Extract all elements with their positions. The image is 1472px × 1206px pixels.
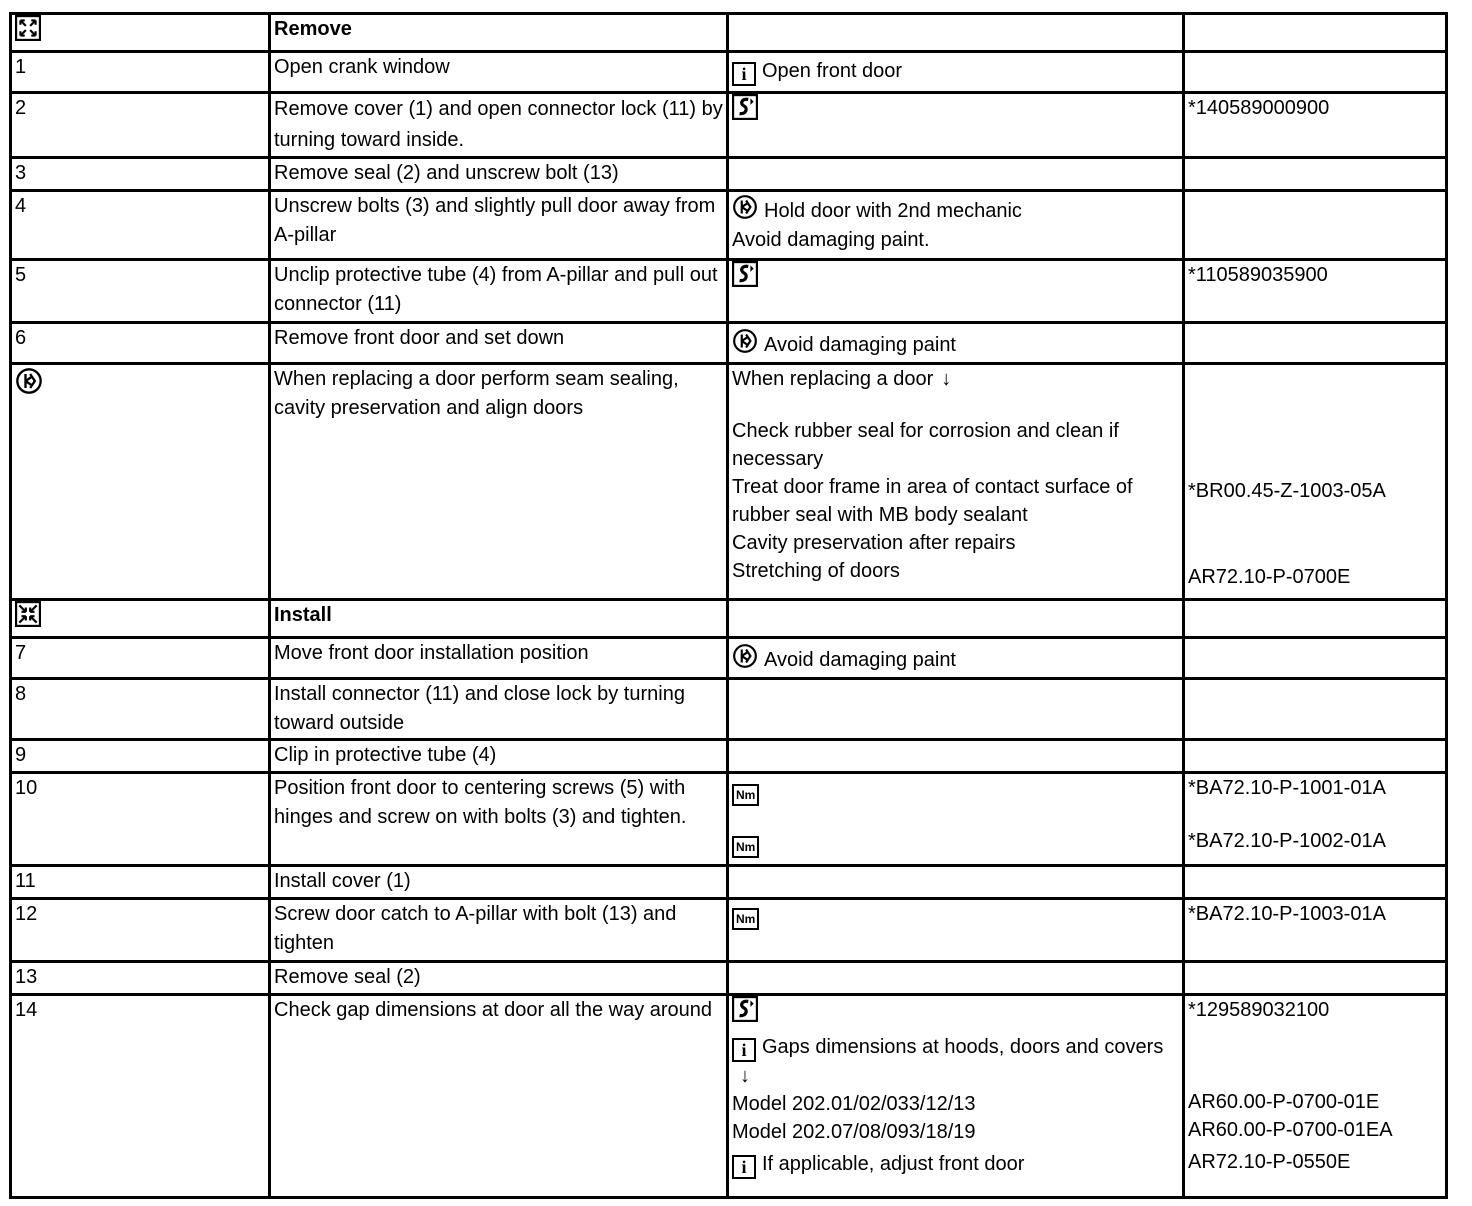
table-row <box>11 866 1447 899</box>
step-text: Unclip protective tube (4) from A-pillar and pull out connector (11) <box>270 260 728 323</box>
arrow-down-icon: ↓ <box>740 1065 750 1087</box>
remove-icon-cell <box>11 14 270 52</box>
step-number: 14 <box>11 995 270 1198</box>
install-icon-cell <box>11 600 270 638</box>
step-note: Hold door with 2nd mechanic Avoid damaging paint. <box>728 191 1184 260</box>
step-number: 11 <box>11 866 270 899</box>
step-text: Install connector (11) and close lock by turning toward outside <box>270 679 728 740</box>
step-number: 12 <box>11 899 270 962</box>
step-ref: *BA72.10-P-1003-01A <box>1184 899 1447 962</box>
table-row <box>11 899 1447 962</box>
info-icon: i <box>732 1038 756 1062</box>
step-note: i Open front door <box>728 52 1184 93</box>
step-text: Move front door installation position <box>270 638 728 679</box>
table-row <box>11 260 1447 323</box>
step-ref: *140589000900 <box>1184 93 1447 158</box>
step-note <box>728 899 1184 962</box>
step-note <box>728 773 1184 866</box>
step-text: When replacing a door perform seam sealing, cavity preservation and align doors <box>270 364 728 600</box>
section-title-install: Install <box>270 600 728 638</box>
step-number: 13 <box>11 962 270 995</box>
remove-icon <box>15 15 41 41</box>
step-note: When replacing a door ↓ Check rubber seal for corrosion and clean if necessary Treat door frame in area of contact surface of rubber seal with MB body sealant Cavity preservation after repairs Stretching of doors <box>728 364 1184 600</box>
step-number: 7 <box>11 638 270 679</box>
step-number: 6 <box>11 323 270 364</box>
install-icon <box>15 601 41 627</box>
step-ref: *BR00.45-Z-1003-05A AR72.10-P-0700E <box>1184 364 1447 600</box>
step-number: 10 <box>11 773 270 866</box>
step-text: Remove seal (2) and unscrew bolt (13) <box>270 158 728 191</box>
arrow-down-icon: ↓ <box>941 368 952 390</box>
table-row <box>11 52 1447 93</box>
special-tool-icon <box>732 996 758 1022</box>
step-ref: *110589035900 <box>1184 260 1447 323</box>
step-text: Remove cover (1) and open connector lock (11) by turning toward inside. <box>270 93 728 158</box>
torque-icon: Nm <box>732 784 759 806</box>
step-number: 3 <box>11 158 270 191</box>
step-note: Avoid damaging paint <box>728 638 1184 679</box>
table-row <box>11 773 1447 866</box>
special-tool-icon <box>732 261 758 287</box>
step-text: Remove front door and set down <box>270 323 728 364</box>
step-text: Screw door catch to A-pillar with bolt (13) and tighten <box>270 899 728 962</box>
warning-icon <box>732 643 758 669</box>
info-icon: i <box>732 62 756 86</box>
step-ref: *BA72.10-P-1001-01A *BA72.10-P-1002-01A <box>1184 773 1447 866</box>
warning-icon <box>732 194 758 220</box>
step-text: Clip in protective tube (4) <box>270 740 728 773</box>
torque-icon: Nm <box>732 908 759 930</box>
info-icon: i <box>732 1155 756 1179</box>
step-note: Avoid damaging paint <box>728 323 1184 364</box>
table-row <box>11 638 1447 679</box>
step-number <box>11 364 270 600</box>
table-row <box>11 364 1447 600</box>
step-number: 8 <box>11 679 270 740</box>
step-text: Unscrew bolts (3) and slightly pull door away from A-pillar <box>270 191 728 260</box>
step-text: Open crank window <box>270 52 728 93</box>
step-text: Position front door to centering screws (5) with hinges and screw on with bolts (3) and tighten. <box>270 773 728 866</box>
step-text: Install cover (1) <box>270 866 728 899</box>
step-number: 2 <box>11 93 270 158</box>
special-tool-icon <box>732 94 758 120</box>
table-row <box>11 191 1447 260</box>
step-note <box>728 93 1184 158</box>
step-text: Check gap dimensions at door all the way around <box>270 995 728 1198</box>
step-text: Remove seal (2) <box>270 962 728 995</box>
table-row <box>11 995 1447 1198</box>
section-title-remove: Remove <box>270 14 728 52</box>
table-row <box>11 962 1447 995</box>
step-ref: *129589032100 AR60.00-P-0700-01E AR60.00-P-0700-01EA AR72.10-P-0550E <box>1184 995 1447 1198</box>
procedure-table <box>9 12 1448 1199</box>
table-row <box>11 740 1447 773</box>
section-row-install <box>11 600 1447 638</box>
torque-icon: Nm <box>732 836 759 858</box>
table-row <box>11 93 1447 158</box>
warning-icon <box>732 328 758 354</box>
step-note <box>728 260 1184 323</box>
table-row <box>11 158 1447 191</box>
table-row <box>11 679 1447 740</box>
step-number: 5 <box>11 260 270 323</box>
step-number: 9 <box>11 740 270 773</box>
table-row <box>11 323 1447 364</box>
step-note: i Gaps dimensions at hoods, doors and covers↓ Model 202.01/02/033/12/13 Model 202.07/08/093/18/19 i If applicable, adjust front door <box>728 995 1184 1198</box>
warning-icon <box>15 367 43 395</box>
section-row-remove <box>11 14 1447 52</box>
step-number: 4 <box>11 191 270 260</box>
step-number: 1 <box>11 52 270 93</box>
